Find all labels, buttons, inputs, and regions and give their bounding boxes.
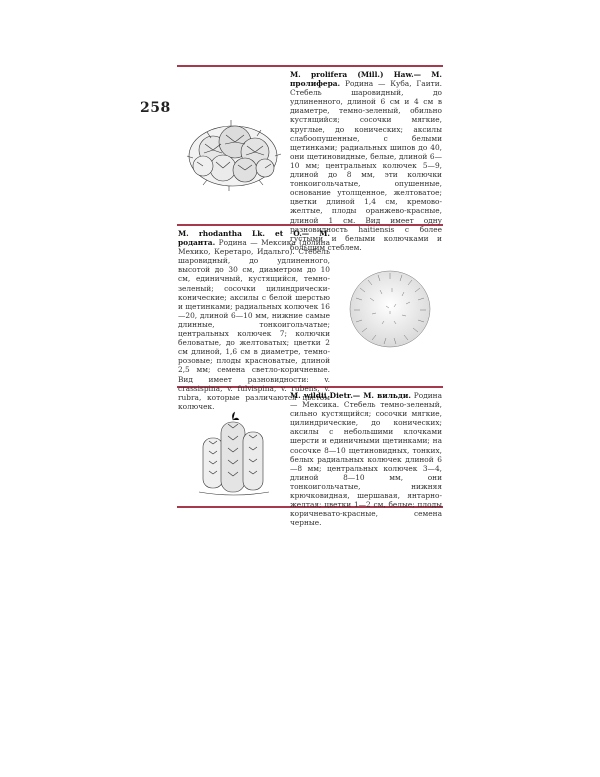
mammillaria-rhodantha-illustration <box>346 268 434 350</box>
entry-prolifera <box>290 70 442 252</box>
species-description-wildii: Родина — Мексика. Стебель темно-зеленый, сильно кустящийся; сосочки мягкие, цилиндрические, до конических; аксилы с небольшими клочками шерсти и единичными щетинками; на сосочке 8—10 щетиновидных, тонких, белых радиальных колючек длиной 6—8 мм; центральных колючек 3—4, длиной 8—10 мм, они тонкоигольчатые, нижняя крючковидная, шершавая, янтарно-желтая; цветки 1—2 см, белые; плоды коричневато-красные, семена черные. <box>290 391 442 528</box>
entry-rhodantha <box>178 229 330 411</box>
mammillaria-prolifera-illustration <box>183 110 283 192</box>
species-description-prolifera: Родина — Куба, Гаити. Стебель шаровидный, до удлиненного, длиной 6 см и 4 см в диаметре, темно-зеленый, обильно кустящийся; сосочки мягкие, круглые, до конических; аксилы слабоопушенные, с белыми щетинками; радиальных шипов до 40, они щетиновидные, белые, длиной 6—10 мм; центральных колючек 5—9, длиной до 8 мм, эти колючки тонкоигольчатые, опушенные, основание утолщенное, желтоватое; цветки длиной 1,4 см, кремово-желтые, плоды оранжево-красные, длиной 1 см. Вид имеет одну разновидность haitiensis с более густыми и белыми колючками и большим стеблем. <box>290 79 442 252</box>
divider-top <box>177 65 443 67</box>
species-name-rhodantha: M. rhodantha Lk. et O.— M. родантa. <box>178 229 330 248</box>
page-number: 258 <box>140 100 171 116</box>
mammillaria-wildii-illustration <box>195 408 273 500</box>
entry-wildii <box>290 391 442 527</box>
species-name-prolifera: M. prolifera (Mill.) Haw.— M. пролифера. <box>290 70 442 89</box>
species-description-rhodantha: Родина — Мексика (долина Мехико, Керетаро, Идальго). Стебель шаровидный, до удлиненного, высотой до 30 см, диаметром до 10 см, единичный, кустящийся, темно-зеленый; сосочки цилиндрически-конические; аксилы с белой шерстью и щетинками; радиальных колючек 16—20, длиной 6—10 мм, нижние самые длинные, тонкоигольчатые; центральных колючек 7; колючки беловатые, до желтоватых; цветки 2 см длиной, 1,6 см в диаметре, темно-розовые; плоды красноватые, длиной 2,5 мм; семена светло-коричневые. Вид имеет разновидности: v. crassispina, v. fulvispina, v. rubens, v. rubra, которые различаются цветом колючек. <box>178 238 330 411</box>
species-name-wildii: M. wildii Dietr.— M. вильди. <box>290 391 411 400</box>
